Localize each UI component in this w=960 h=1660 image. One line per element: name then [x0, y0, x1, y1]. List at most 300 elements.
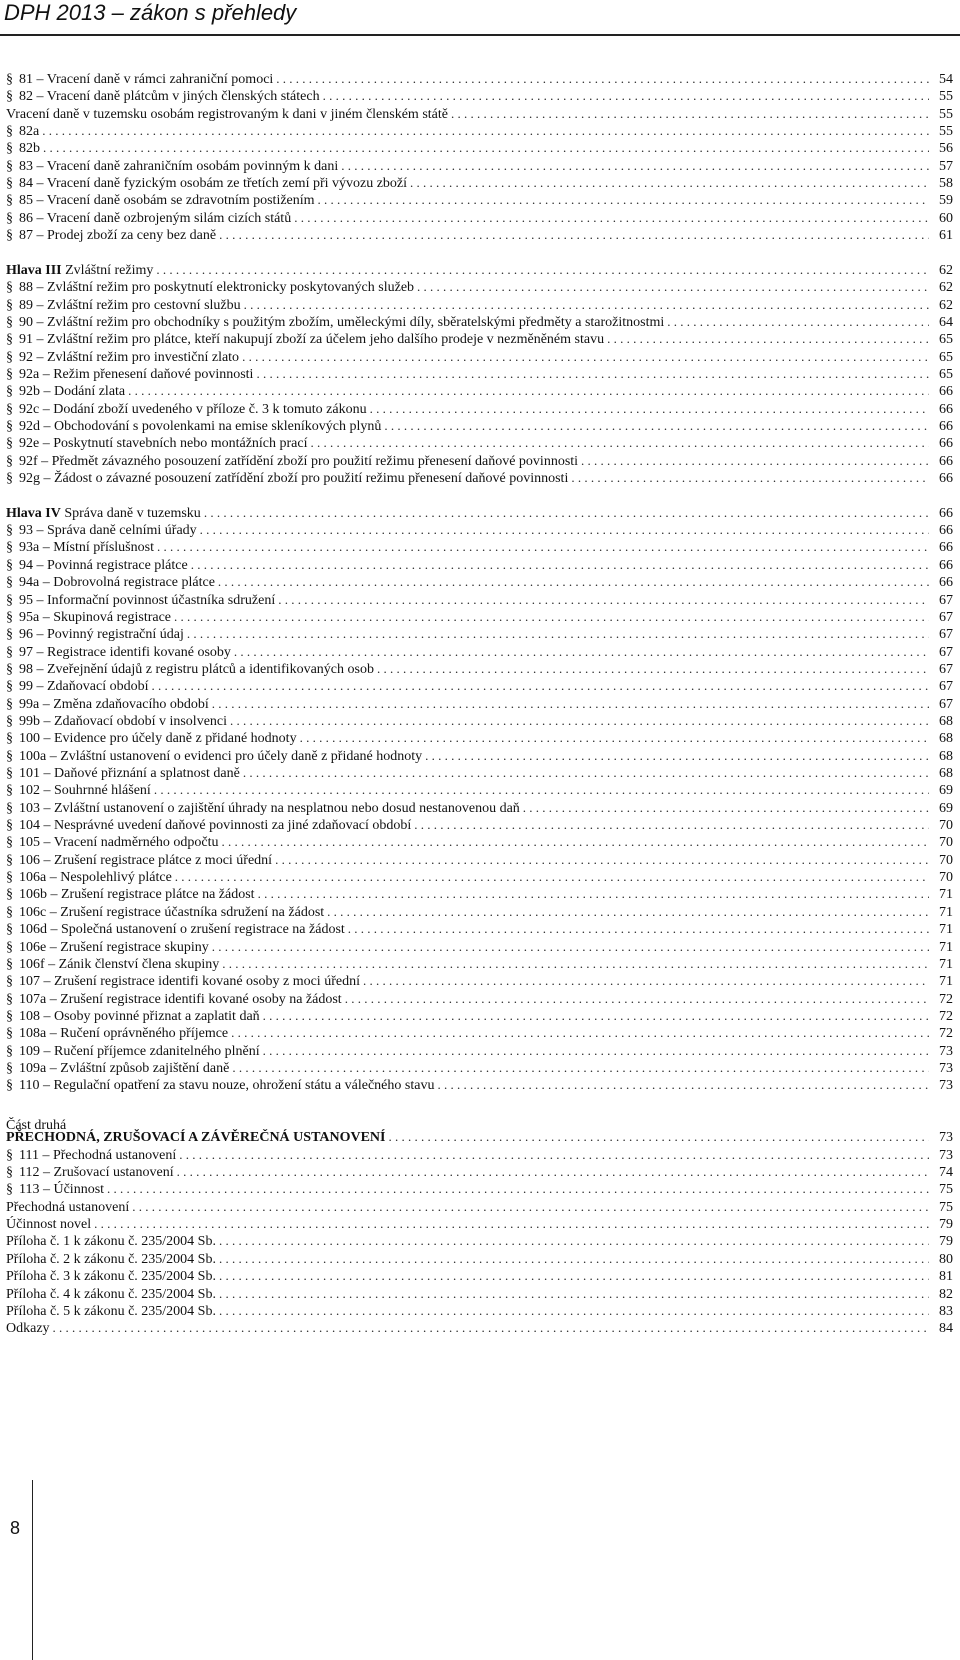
toc-entry[interactable] [6, 1232, 953, 1250]
dot-leader [219, 1302, 929, 1320]
toc-heading: Hlava IV [6, 505, 61, 521]
toc-entry[interactable] [6, 868, 953, 886]
dot-leader [256, 365, 929, 383]
toc-entry-label: 107 – Zrušení registrace identifi kované osoby z moci úřední [19, 974, 360, 990]
section-sign-icon: § [6, 748, 13, 764]
toc-entry-label: Přechodná ustanovení [6, 1199, 130, 1215]
dot-leader [243, 764, 929, 782]
toc-entry-label: 106a – Nespolehlivý plátce [19, 870, 172, 886]
dot-leader [128, 382, 929, 400]
section-sign-icon: § [6, 72, 13, 87]
toc-page-number: 79 [939, 1234, 953, 1250]
dot-leader [53, 1319, 929, 1337]
page-header [0, 0, 960, 36]
toc-page-number: 69 [939, 783, 953, 799]
toc-entry[interactable] [6, 452, 953, 470]
toc-page-number: 68 [939, 713, 953, 729]
dot-leader [341, 157, 929, 175]
toc-page-number: 67 [939, 627, 953, 643]
toc-entry-label: 92f – Předmět závazného posouzení zatřídění zboží pro použití režimu přenesení daňové povinnosti [19, 453, 579, 469]
toc-entry[interactable] [6, 1146, 953, 1164]
toc-entry[interactable] [6, 261, 953, 279]
toc-entry[interactable] [6, 1285, 953, 1303]
section-sign-icon: § [6, 627, 13, 643]
toc-entry[interactable] [6, 1180, 953, 1198]
toc-entry[interactable] [6, 1042, 953, 1060]
toc-entry-label: 82a [19, 124, 40, 140]
dot-leader [244, 296, 929, 314]
toc-entry-label: 95a – Skupinová registrace [19, 609, 172, 625]
section-sign-icon: § [6, 158, 13, 174]
toc-entry-label: 81 – Vracení daně v rámci zahraniční pomoci [19, 72, 274, 87]
toc-entry-label: 111 – Přechodná ustanovení [19, 1147, 177, 1163]
toc-entry[interactable] [6, 139, 953, 157]
dot-leader [318, 191, 929, 209]
toc-entry-label: 99b – Zdaňovací období v insolvenci [19, 713, 228, 729]
section-sign-icon: § [6, 1165, 13, 1181]
toc-entry[interactable] [6, 122, 953, 140]
toc-entry[interactable] [6, 469, 953, 487]
toc-entry-label: 94a – Dobrovolná registrace plátce [19, 575, 215, 591]
dot-leader [327, 903, 929, 921]
toc-entry-label: 99 – Zdaňovací období [19, 679, 149, 695]
toc-entry[interactable] [6, 278, 953, 296]
section-sign-icon: § [6, 904, 13, 920]
toc-entry[interactable] [6, 365, 953, 383]
toc-page-number: 67 [939, 644, 953, 660]
toc-page-number: 71 [939, 904, 953, 920]
dot-leader [204, 504, 929, 522]
dot-leader [370, 400, 929, 418]
section-sign-icon: § [6, 89, 13, 105]
toc-entry-label: 102 – Souhrnné hlášení [19, 783, 151, 799]
toc-page-number: 55 [939, 89, 953, 105]
dot-leader [581, 452, 929, 470]
section-sign-icon: § [6, 956, 13, 972]
toc-entry[interactable] [6, 660, 953, 678]
dot-leader [667, 313, 929, 331]
toc-entry[interactable] [6, 885, 953, 903]
dot-leader [222, 955, 929, 973]
section-sign-icon: § [6, 401, 13, 417]
toc-page-number: 73 [939, 1043, 953, 1059]
toc-entry[interactable] [6, 1267, 953, 1285]
toc-page-number: 58 [939, 176, 953, 192]
section-sign-icon: § [6, 419, 13, 434]
dot-leader [219, 1285, 929, 1303]
toc-entry[interactable] [6, 400, 953, 418]
toc-entry-label: 103 – Zvláštní ustanovení o zajištění úhrady na nesplatnou nebo dosud nestanovenou daň [19, 800, 520, 816]
section-sign-icon: § [6, 280, 13, 296]
section-sign-icon: § [6, 314, 13, 330]
section-sign-icon: § [6, 592, 13, 608]
page-number: 8 [10, 1518, 21, 1538]
toc-entry[interactable] [6, 296, 953, 314]
toc-entry-label: 112 – Zrušovací ustanovení [19, 1165, 174, 1181]
toc-entry-label: 92d – Obchodování s povolenkami na emise skleníkových plynů [19, 419, 382, 434]
toc-entry-label: 109a – Zvláštní způsob zajištění daně [19, 1060, 230, 1076]
toc-page-number: 65 [939, 366, 953, 382]
dot-leader [263, 1042, 929, 1060]
toc-heading-title: Správa daně v tuzemsku [60, 505, 201, 521]
toc-entry-label: 85 – Vracení daně osobám se zdravotním postižením [19, 193, 315, 209]
section-sign-icon: § [6, 713, 13, 729]
dot-leader [222, 833, 929, 851]
toc-page-number: 75 [939, 1182, 953, 1198]
dot-leader [94, 1215, 929, 1233]
toc-page-number: 65 [939, 332, 953, 348]
toc-entry[interactable] [6, 1007, 953, 1025]
toc-page-number: 59 [939, 193, 953, 209]
section-sign-icon: § [6, 679, 13, 695]
dot-leader [212, 938, 929, 956]
toc-entry-label: 90 – Zvláštní režim pro obchodníky s použitým zbožím, uměleckými díly, sběratelskými předměty a starožitnostmi [19, 314, 665, 330]
dot-leader [607, 330, 929, 348]
dot-leader [363, 972, 929, 990]
toc-entry[interactable] [6, 209, 953, 227]
toc-entry-label: 107a – Zrušení registrace identifi kované osoby na žádost [19, 991, 342, 1007]
toc-page-number: 62 [939, 297, 953, 313]
toc-entry-label: Vracení daně v tuzemsku osobám registrovaným k dani v jiném členském státě [6, 106, 448, 122]
section-sign-icon: § [6, 696, 13, 712]
toc-page-number: 82 [939, 1286, 953, 1302]
toc-entry-label: 88 – Zvláštní režim pro poskytnutí elektronicky poskytovaných služeb [19, 280, 415, 296]
dot-leader [151, 677, 929, 695]
toc-entry[interactable] [6, 1198, 953, 1216]
toc-page-number: 61 [939, 228, 953, 244]
dot-leader [231, 1024, 929, 1042]
section-sign-icon: § [6, 176, 13, 192]
toc-page-number: 55 [939, 124, 953, 140]
toc-entry-label: 100 – Evidence pro účely daně z přidané hodnoty [19, 731, 297, 747]
toc-entry[interactable] [6, 556, 953, 574]
dot-leader [294, 209, 929, 227]
toc-entry[interactable] [6, 816, 953, 834]
toc-entry-label: 82b [19, 141, 40, 157]
toc-entry[interactable] [6, 920, 953, 938]
dot-leader [232, 1059, 929, 1077]
toc-entry[interactable] [6, 677, 953, 695]
dot-leader [384, 417, 929, 435]
toc-entry[interactable] [6, 174, 953, 192]
toc-entry-label: Příloha č. 4 k zákonu č. 235/2004 Sb. [6, 1286, 216, 1302]
toc-entry[interactable] [6, 695, 953, 713]
toc-entry-label: 108a – Ručení oprávněného příjemce [19, 1026, 229, 1042]
toc-page-number: 70 [939, 818, 953, 834]
toc-entry[interactable] [6, 538, 953, 556]
toc-entry[interactable] [6, 972, 953, 990]
toc-entry[interactable] [6, 434, 953, 452]
toc-heading: PŘECHODNÁ, ZRUŠOVACÍ A ZÁVĚREČNÁ USTANOVENÍ [6, 1130, 386, 1146]
section-sign-icon: § [6, 210, 13, 226]
toc-entry-label: 106 – Zrušení registrace plátce z moci úřední [19, 852, 273, 868]
toc-page-number: 71 [939, 974, 953, 990]
toc-entry[interactable] [6, 573, 953, 591]
toc-entry-label: 101 – Daňové přiznání a splatnost daně [19, 766, 240, 781]
toc-page-number: 66 [939, 453, 953, 469]
section-sign-icon: § [6, 1147, 13, 1163]
dot-leader [410, 174, 929, 192]
toc-entry[interactable] [6, 747, 953, 765]
toc-page-number: 80 [939, 1251, 953, 1267]
toc-entry[interactable] [6, 955, 953, 973]
section-sign-icon: § [6, 349, 13, 365]
toc-heading: Hlava III [6, 262, 62, 278]
toc-page-number: 66 [939, 523, 953, 539]
dot-leader [107, 1180, 929, 1198]
toc-entry-label: Příloha č. 1 k zákonu č. 235/2004 Sb. [6, 1234, 216, 1250]
dot-leader [177, 1163, 929, 1181]
toc-entry-label: Odkazy [6, 1321, 50, 1337]
dot-leader [157, 538, 929, 556]
toc-entry-label: Účinnost novel [6, 1217, 92, 1233]
toc-entry[interactable] [6, 87, 953, 105]
section-sign-icon: § [6, 1026, 13, 1042]
toc-entry[interactable] [6, 1215, 953, 1233]
toc-page-number: 60 [939, 210, 953, 226]
section-sign-icon: § [6, 124, 13, 140]
section-sign-icon: § [6, 644, 13, 660]
section-sign-icon: § [6, 141, 13, 157]
toc-page-number: 65 [939, 349, 953, 365]
toc-entry-label: 106d – Společná ustanovení o zrušení registrace na žádost [19, 922, 345, 938]
toc-page-number: 66 [939, 540, 953, 556]
toc-entry-label: 92e – Poskytnutí stavebních nebo montážních prací [19, 436, 308, 452]
toc-page-number: 67 [939, 609, 953, 625]
toc-entry[interactable] [6, 990, 953, 1008]
toc-page-number: 56 [939, 141, 953, 157]
section-sign-icon: § [6, 852, 13, 868]
dot-leader [276, 70, 929, 88]
toc-page-number: 66 [939, 384, 953, 400]
dot-leader [219, 1267, 929, 1285]
section-sign-icon: § [6, 783, 13, 799]
section-sign-icon: § [6, 939, 13, 955]
dot-leader [377, 660, 929, 678]
toc-entry-label: 105 – Vracení nadměrného odpočtu [19, 835, 219, 851]
toc-entry-label: 92b – Dodání zlata [19, 384, 126, 400]
section-sign-icon: § [6, 557, 13, 573]
section-sign-icon: § [6, 575, 13, 591]
section-sign-icon: § [6, 1078, 13, 1094]
toc-entry[interactable] [6, 712, 953, 730]
dot-leader [263, 1007, 929, 1025]
toc-entry-label: Příloha č. 3 k zákonu č. 235/2004 Sb. [6, 1269, 216, 1285]
toc-entry-label: 82 – Vracení daně plátcům v jiných členských státech [19, 89, 320, 105]
dot-leader [258, 885, 929, 903]
toc-page-number: 54 [939, 72, 953, 87]
toc-entry[interactable] [6, 729, 953, 747]
dot-leader [437, 1076, 929, 1094]
toc-entry[interactable] [6, 1024, 953, 1042]
dot-leader [425, 747, 929, 765]
section-sign-icon: § [6, 818, 13, 834]
dot-leader [388, 1128, 929, 1146]
toc-entry-label: 106c – Zrušení registrace účastníka sdružení na žádost [19, 904, 325, 920]
toc-entry-label: 93 – Správa daně celními úřady [19, 523, 197, 539]
toc-entry-label: 89 – Zvláštní režim pro cestovní službu [19, 297, 241, 313]
section-sign-icon: § [6, 731, 13, 747]
section-sign-icon: § [6, 991, 13, 1007]
toc-entry-label: 106f – Zánik členství člena skupiny [19, 956, 220, 972]
dot-leader [179, 1146, 929, 1164]
dot-leader [218, 573, 929, 591]
toc-entry-label: 108 – Osoby povinné přiznat a zaplatit daň [19, 1008, 260, 1024]
dot-leader [191, 556, 929, 574]
section-sign-icon: § [6, 297, 13, 313]
dot-leader [219, 1250, 929, 1268]
section-sign-icon: § [6, 661, 13, 677]
toc-page-number: 73 [939, 1147, 953, 1163]
toc-entry[interactable] [6, 938, 953, 956]
section-sign-icon: § [6, 332, 13, 348]
toc-page-number: 71 [939, 922, 953, 938]
section-sign-icon: § [6, 870, 13, 886]
toc-entry[interactable] [6, 313, 953, 331]
toc-page-number: 71 [939, 956, 953, 972]
toc-entry-label: 113 – Účinnost [19, 1182, 105, 1198]
toc-entry-label: 104 – Nesprávné uvedení daňové povinnosti za jiné zdaňovací období [19, 818, 412, 834]
toc-page-number: 81 [939, 1269, 953, 1285]
toc-entry[interactable] [6, 903, 953, 921]
dot-leader [234, 643, 929, 661]
toc-entry-label: 83 – Vracení daně zahraničním osobám povinným k dani [19, 158, 339, 174]
toc-page-number: 71 [939, 887, 953, 903]
toc-entry-label: 110 – Regulační opatření za stavu nouze, ohrožení státu a válečného stavu [19, 1078, 435, 1094]
toc-page-number: 69 [939, 800, 953, 816]
toc-entry[interactable] [6, 833, 953, 851]
toc-page-number: 62 [939, 280, 953, 296]
toc-entry-label: 106b – Zrušení registrace plátce na žádost [19, 887, 255, 903]
toc-page-number: 68 [939, 748, 953, 764]
toc-entry[interactable] [6, 504, 953, 522]
toc-entry[interactable] [6, 625, 953, 643]
section-sign-icon: § [6, 1182, 13, 1198]
toc-page-number: 68 [939, 766, 953, 781]
dot-leader [174, 608, 929, 626]
toc-entry-label: 84 – Vracení daně fyzickým osobám ze třetích zemí při vývozu zboží [19, 176, 408, 192]
toc-entry-label: 94 – Povinná registrace plátce [19, 557, 188, 573]
toc-heading-title: Zvláštní režimy [61, 262, 154, 278]
toc-entry[interactable] [6, 608, 953, 626]
toc-entry-label: 109 – Ručení příjemce zdanitelného plnění [19, 1043, 260, 1059]
dot-leader [417, 278, 929, 296]
dot-leader [175, 868, 929, 886]
toc-entry[interactable] [6, 1302, 953, 1320]
dot-leader [323, 87, 929, 105]
toc-entry[interactable] [6, 417, 953, 435]
toc-entry[interactable] [6, 643, 953, 661]
toc-entry[interactable] [6, 1250, 953, 1268]
dot-leader [414, 816, 929, 834]
toc-entry-label: 92c – Dodání zboží uvedeného v příloze č. 3 k tomuto zákonu [19, 401, 367, 417]
toc-entry-label: 86 – Vracení daně ozbrojeným silám cizích států [19, 210, 292, 226]
toc-entry-label [6, 505, 201, 523]
toc-entry[interactable] [6, 799, 953, 817]
toc-entry[interactable] [6, 1319, 953, 1337]
toc-entry[interactable] [6, 105, 953, 123]
toc-page-number: 79 [939, 1217, 953, 1233]
toc-entry-label [6, 262, 153, 280]
toc-page-number: 67 [939, 679, 953, 695]
toc-entry[interactable] [6, 781, 953, 799]
toc-page-number: 66 [939, 505, 953, 521]
toc-entry-label: Příloha č. 2 k zákonu č. 235/2004 Sb. [6, 1251, 216, 1267]
section-sign-icon: § [6, 436, 13, 452]
toc-entry-label: 91 – Zvláštní režim pro plátce, kteří nakupují zboží za účelem jeho dalšího prodeje v nezměněném stavu [19, 332, 605, 348]
toc-page-number: 83 [939, 1303, 953, 1319]
toc-page-number: 67 [939, 696, 953, 712]
toc-entry-label: 96 – Povinný registrační údaj [19, 627, 184, 643]
toc-entry[interactable] [6, 764, 953, 782]
toc-page-number: 55 [939, 106, 953, 122]
toc-entry-label: 95 – Informační povinnost účastníka sdružení [19, 592, 276, 608]
toc-page-number: 71 [939, 939, 953, 955]
toc-entry[interactable] [6, 591, 953, 609]
toc-entry[interactable] [6, 1128, 953, 1146]
toc-page-number: 70 [939, 852, 953, 868]
section-sign-icon: § [6, 887, 13, 903]
dot-leader [200, 521, 929, 539]
section-sign-icon: § [6, 1043, 13, 1059]
toc-page-number: 72 [939, 1026, 953, 1042]
dot-leader [345, 990, 929, 1008]
toc-entry-label: 97 – Registrace identifi kované osoby [19, 644, 231, 660]
section-sign-icon: § [6, 835, 13, 851]
toc-entry[interactable] [6, 1059, 953, 1077]
section-sign-icon: § [6, 609, 13, 625]
toc-page-number: 73 [939, 1060, 953, 1076]
dot-leader [42, 122, 929, 140]
dot-leader [132, 1198, 929, 1216]
toc-page-number: 57 [939, 158, 953, 174]
toc-entry[interactable] [6, 521, 953, 539]
toc-entry[interactable] [6, 851, 953, 869]
toc-entry[interactable] [6, 330, 953, 348]
toc-page-number: 73 [939, 1130, 953, 1146]
toc-entry[interactable] [6, 1076, 953, 1094]
toc-entry[interactable] [6, 191, 953, 209]
toc-entry[interactable] [6, 348, 953, 366]
dot-leader [212, 695, 929, 713]
dot-leader [311, 434, 930, 452]
toc-page-number: 66 [939, 401, 953, 417]
section-sign-icon: § [6, 366, 13, 382]
toc-entry-label: 92g – Žádost o závazné posouzení zatřídění zboží pro použití režimu přenesení daňové povinnosti [19, 471, 569, 487]
dot-leader [219, 226, 929, 244]
toc-page-number: 70 [939, 835, 953, 851]
toc-entry[interactable] [6, 70, 953, 88]
dot-leader [523, 799, 929, 817]
toc-entry[interactable] [6, 157, 953, 175]
toc-page-number: 72 [939, 991, 953, 1007]
toc-entry-label: 92a – Režim přenesení daňové povinnosti [19, 366, 254, 382]
section-sign-icon: § [6, 800, 13, 816]
dot-leader [451, 105, 929, 123]
toc-entry[interactable] [6, 1163, 953, 1181]
toc-page-number: 66 [939, 575, 953, 591]
toc-entry-label: 98 – Zveřejnění údajů z registru plátců a identifikovaných osob [19, 661, 374, 677]
toc-entry[interactable] [6, 226, 953, 244]
toc-entry[interactable] [6, 382, 953, 400]
dot-leader [154, 781, 929, 799]
section-sign-icon: § [6, 471, 13, 487]
toc-entry-label: 100a – Zvláštní ustanovení o evidenci pro účely daně z přidané hodnoty [19, 748, 423, 764]
section-sign-icon: § [6, 453, 13, 469]
section-sign-icon: § [6, 974, 13, 990]
toc-page-number: 68 [939, 731, 953, 747]
toc-page-number: 66 [939, 471, 953, 487]
